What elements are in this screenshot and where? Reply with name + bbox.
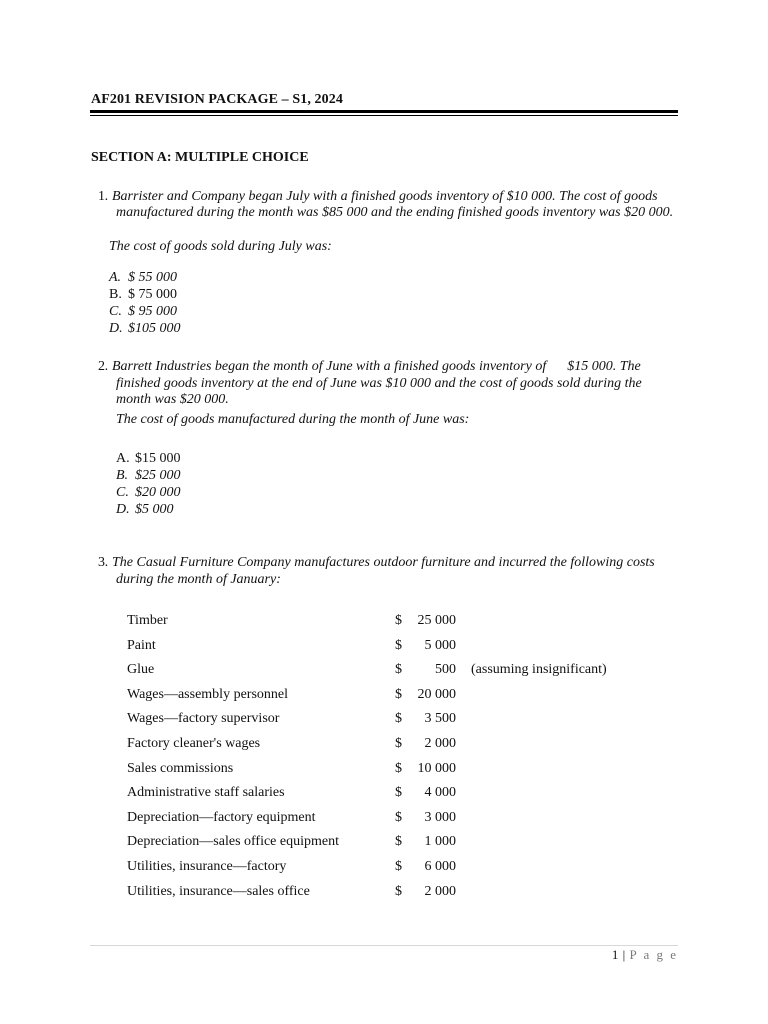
question-1-options — [109, 269, 181, 337]
question-1-line-1 — [98, 188, 658, 205]
question-number: 2 — [98, 359, 105, 374]
question-2-line-2: finished goods inventory at the end of June was $10 000 and the cost of goods sold during the — [116, 376, 642, 391]
question-2-stem: The cost of goods manufactured during the month of June was: — [116, 412, 470, 427]
footer-separator: | — [622, 947, 626, 962]
question-3-line-1 — [98, 554, 655, 571]
option-d: D. $105 000 — [109, 321, 181, 336]
option-a: A. $15 000 — [116, 451, 181, 466]
header-rule-thin — [90, 115, 678, 116]
document-header-title: AF201 REVISION PACKAGE – S1, 2024 — [91, 92, 343, 107]
option-b: B. $25 000 — [116, 468, 181, 483]
option-c: C. $20 000 — [116, 485, 181, 500]
question-2-line-3: month was $20 000. — [116, 392, 229, 407]
question-1-stem: The cost of goods sold during July was: — [109, 239, 332, 254]
question-2-options — [116, 450, 181, 518]
option-c: C. $ 95 000 — [109, 304, 177, 319]
header-rule-thick — [90, 110, 678, 113]
question-3-line-2: during the month of January: — [116, 572, 281, 587]
question-number: 1 — [98, 189, 105, 204]
page-footer — [612, 947, 678, 963]
document-page: AF201 REVISION PACKAGE – S1, 2024 SECTION A: MULTIPLE CHOICE 1. Barrister and Company began July with a finished goods inventory of $10 000. The cost of goods manufactured during the month was $85 000 and the ending finished goods inventory was $20 000. The cost of goods sold during July was: A. $ 55 000 B. $ 75 000 C. $ 95 000 D. $105 000 2. Barrett Industries began the month of June with a finished goods inventory of $15 000. The finished goods inventory at the end of June was $10 000 and the cost of goods sold during the month was $20 000. The cost of goods manufactured during the month of June was: A. $15 000 B. $25 000 C. $20 000 D. $5 000 3. The Casual Furniture Company manufactures outdoor furniture and incurred the following costs during the month of January: Timber $ 25 000 Paint $ 5 000 Glue $ 500 (assuming insignificant) Wages—assembly personnel $ 20 000 Wages—factory supervisor $ 3 500 Factory cleaner's wages $ 2 000 Sales commissions $ 10 000 Administrative staff salaries $ 4 000 Depreciation—factory equipment $ 3 000 Depreciation—sales office equipment $ 1 000 Utilities, insurance—factory $ 6 000 Utilities, insurance—sales office $ 2 000 1 | P a g e — [91, 92, 678, 962]
question-1-line-2: manufactured during the month was $85 000 and the ending finished goods inventory was $20 000. — [116, 205, 674, 220]
cost-note: (assuming insignificant) — [471, 662, 607, 678]
question-text: . The Casual Furniture Company manufactures outdoor furniture and incurred the following costs — [105, 555, 655, 570]
page-label: P a g e — [629, 947, 678, 962]
option-b: B. $ 75 000 — [109, 287, 177, 302]
option-d: D. $5 000 — [116, 502, 174, 517]
option-a: A. $ 55 000 — [109, 270, 177, 285]
question-text: . Barrett Industries began the month of June with a finished goods inventory of $15 000. The — [105, 359, 641, 374]
section-title: SECTION A: MULTIPLE CHOICE — [91, 150, 309, 165]
question-number: 3 — [98, 555, 105, 570]
footer-rule — [90, 945, 678, 946]
question-2-line-1 — [98, 358, 641, 375]
question-text: . Barrister and Company began July with a finished goods inventory of $10 000. The cost of goods — [105, 189, 658, 204]
page-number: 1 — [611, 947, 619, 962]
